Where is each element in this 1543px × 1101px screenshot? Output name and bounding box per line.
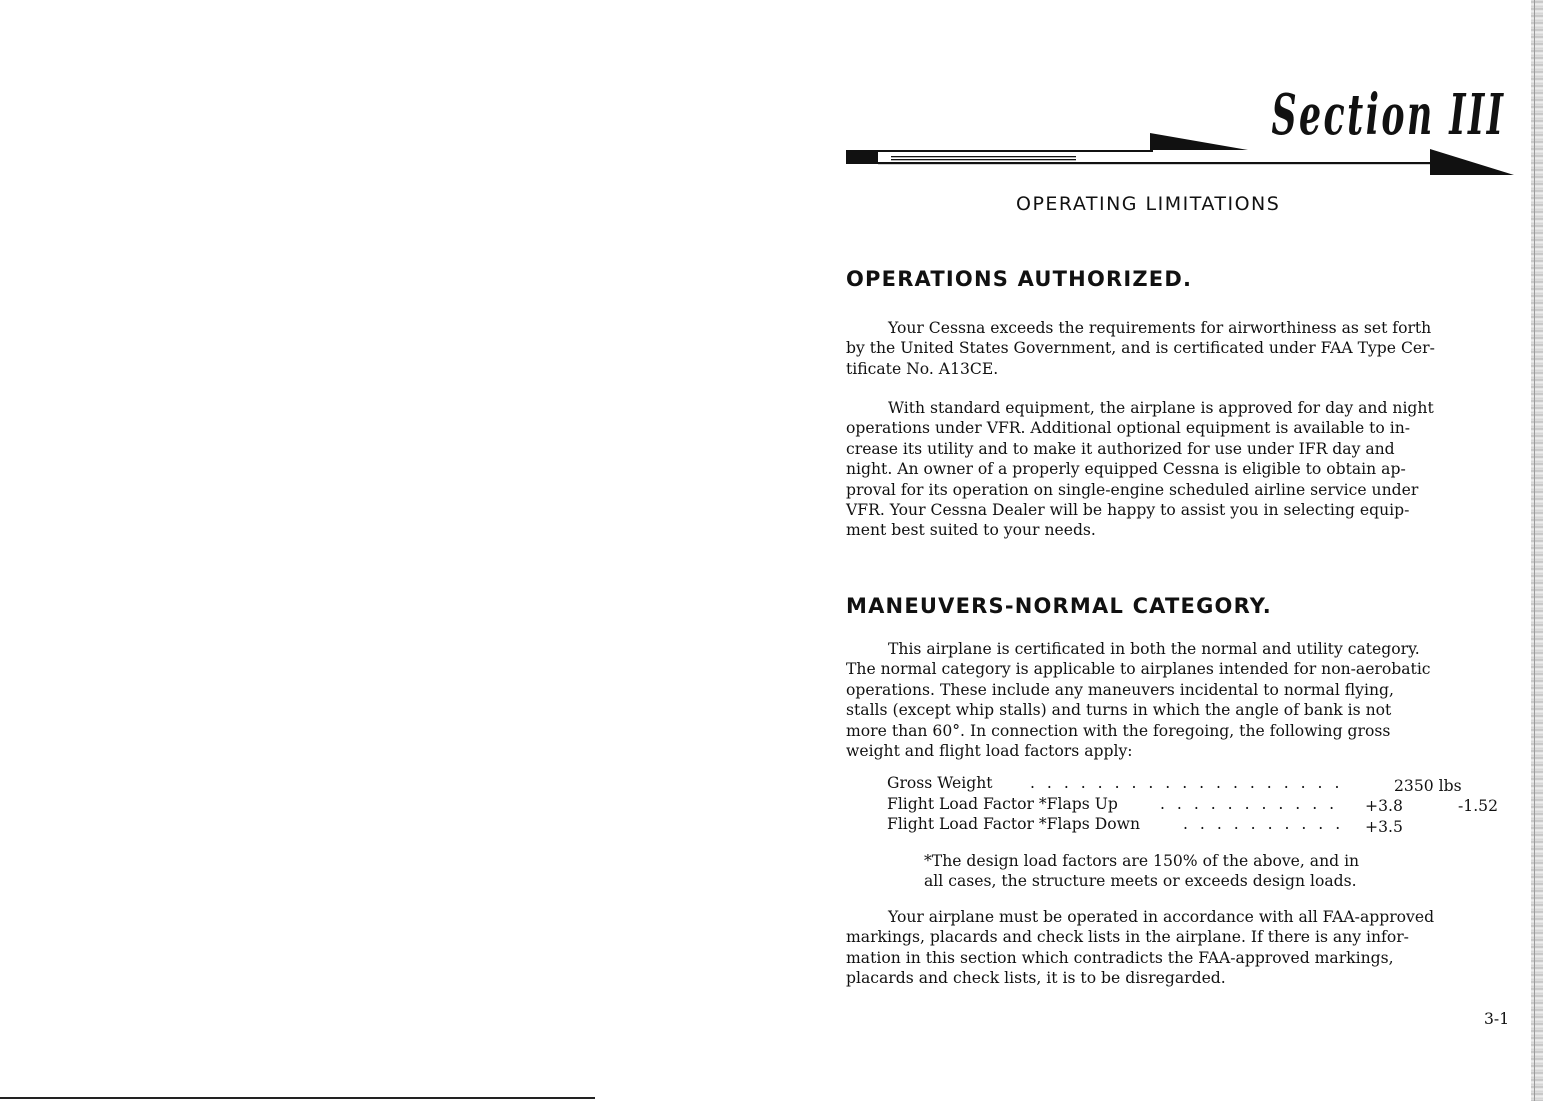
spec-value-flaps-up-negative: -1.52	[1458, 797, 1498, 815]
text-line: more than 60°. In connection with the foregoing, the following gross	[846, 721, 1391, 740]
text-line: placards and check lists, it is to be disregarded.	[846, 969, 1226, 988]
design-load-footnote	[924, 851, 1359, 892]
text-line: tificate No. A13CE.	[846, 359, 999, 378]
text-line: proval for its operation on single-engine scheduled airline service under	[846, 480, 1419, 499]
scanned-binding-edge	[1531, 0, 1543, 1101]
section-title: Section III	[1270, 82, 1505, 148]
text-line: ment best suited to your needs.	[846, 521, 1096, 540]
heading-operations-authorized: OPERATIONS AUTHORIZED.	[846, 267, 1193, 291]
text-line: operations under VFR. Additional optional equipment is available to in-	[846, 419, 1411, 438]
text-line: markings, placards and check lists in the airplane. If there is any infor-	[846, 928, 1409, 947]
text-line: The normal category is applicable to airplanes intended for non-aerobatic	[846, 660, 1431, 679]
text-line: weight and flight load factors apply:	[846, 742, 1133, 761]
paragraph-faa-markings	[846, 907, 1514, 989]
spec-value-flaps-up-positive: +3.8	[1365, 797, 1403, 815]
text-line: Your airplane must be operated in accordance with all FAA-approved	[888, 908, 1435, 926]
leader-dots: . . . . . . . . . .	[1183, 815, 1344, 833]
leader-dots: . . . . . . . . . . .	[1160, 795, 1338, 813]
spec-label-flaps-up: Flight Load Factor *Flaps Up	[887, 795, 1118, 813]
text-line: VFR. Your Cessna Dealer will be happy to assist you in selecting equip-	[846, 501, 1410, 520]
paragraph-equipment	[846, 398, 1514, 541]
left-page-bottom-rule	[0, 1097, 595, 1099]
page-subtitle: OPERATING LIMITATIONS	[1016, 193, 1281, 215]
spec-value-gross-weight: 2350 lbs	[1394, 777, 1462, 795]
leader-dots: . . . . . . . . . . . . . . . . . . .	[1030, 774, 1343, 792]
paragraph-airworthiness	[846, 318, 1514, 379]
paragraph-category	[846, 639, 1514, 761]
text-line: all cases, the structure meets or exceeds design loads.	[924, 872, 1357, 891]
text-line: by the United States Government, and is certificated under FAA Type Cer-	[846, 339, 1435, 358]
page-number: 3-1	[1484, 1010, 1510, 1028]
text-line: night. An owner of a properly equipped Cessna is eligible to obtain ap-	[846, 460, 1406, 479]
text-line: stalls (except whip stalls) and turns in which the angle of bank is not	[846, 701, 1392, 720]
text-line: crease its utility and to make it authorized for use under IFR day and	[846, 439, 1395, 458]
binding-edge-line	[1534, 0, 1535, 1101]
spec-label-flaps-down: Flight Load Factor *Flaps Down	[887, 815, 1141, 833]
spec-value-flaps-down: +3.5	[1365, 818, 1403, 836]
text-line: mation in this section which contradicts the FAA-approved markings,	[846, 948, 1394, 967]
text-line: This airplane is certificated in both the normal and utility category.	[888, 640, 1420, 658]
spec-label-gross-weight: Gross Weight	[887, 774, 993, 792]
text-line: Your Cessna exceeds the requirements for airworthiness as set forth	[888, 319, 1432, 337]
heading-maneuvers-normal-category: MANEUVERS-NORMAL CATEGORY.	[846, 594, 1272, 618]
text-line: With standard equipment, the airplane is approved for day and night	[888, 399, 1434, 417]
text-line: operations. These include any maneuvers incidental to normal flying,	[846, 680, 1394, 699]
text-line: *The design load factors are 150% of the above, and in	[924, 852, 1360, 870]
